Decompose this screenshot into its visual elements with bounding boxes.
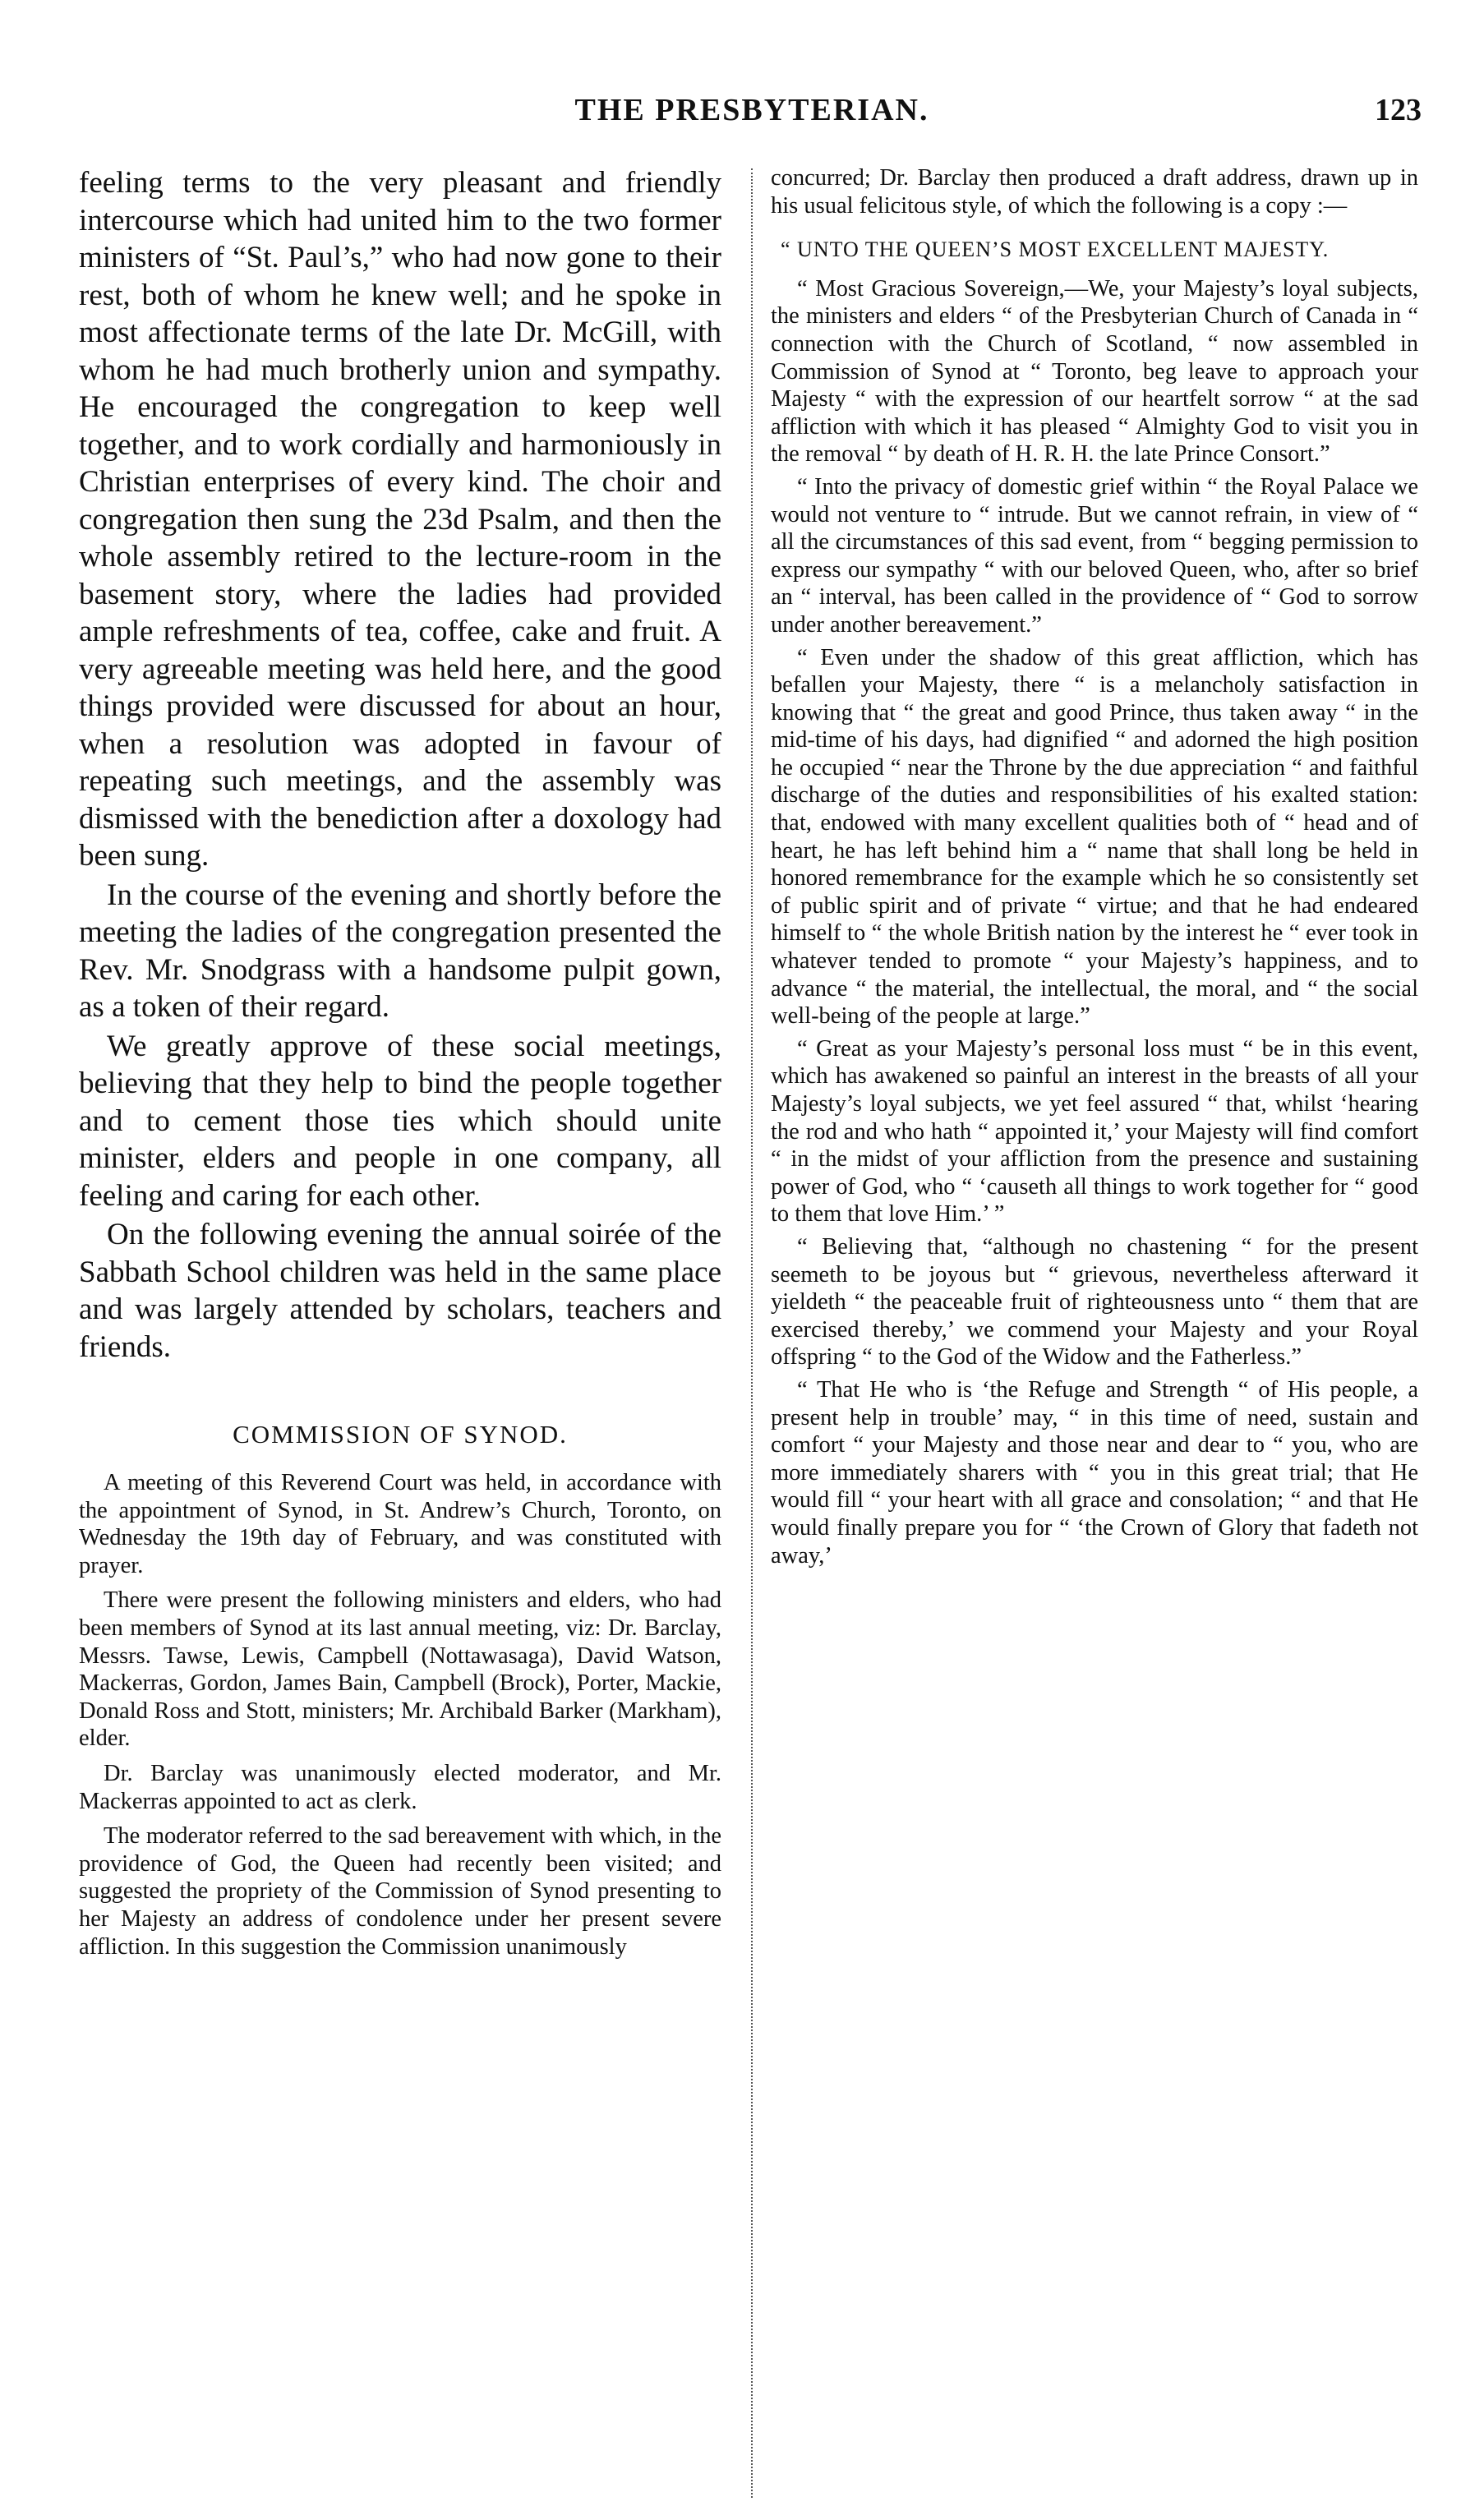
- column-divider: [751, 168, 753, 2498]
- address-paragraph: “ Most Gracious Sovereign,—We, your Majesty’s loyal subjects, the ministers and elders “ of the Presbyterian Church of Canada in “ connection with the Church of Scotland, “ now assembled in Commission of Synod at “ Toronto, beg leave to approach your Majesty “ with the expression of our heartfelt sorrow “ at the sad affliction with which it has pleased “ Almighty God to visit you in the removal “ by death of H. R. H. the late Prince Consort.”: [771, 275, 1418, 468]
- report-paragraph: concurred; Dr. Barclay then produced a draft address, drawn up in his usual felicitous style, of which the following is a copy :—: [771, 165, 1418, 219]
- address-paragraph: “ Great as your Majesty’s personal loss must “ be in this event, which has awakened so painful an interest in the breasts of all your Majesty’s loyal subjects, we yet feel assured “ that, whilst ‘hearing the rod and who hath “ appointed it,’ your Majesty will find comfort “ in the midst of your affliction from the presence and sustaining power of God, who “ ‘causeth all things to work together for “ good to them that love Him.’ ”: [771, 1035, 1418, 1228]
- running-header: [82, 92, 1422, 141]
- address-heading: “ UNTO THE QUEEN’S MOST EXCELLENT MAJESTY.: [781, 237, 1330, 262]
- article-paragraph: We greatly approve of these social meetings, believing that they help to bind the people together and to cement those ties which should unite minister, elders and people in one company, all feeling and caring for each other.: [79, 1029, 721, 1213]
- article-continuation: [79, 164, 721, 1366]
- article-paragraph: feeling terms to the very pleasant and friendly intercourse which had united him to the two former ministers of “St. Paul’s,” who had now gone to their rest, both of whom he knew well; and he spoke in most affectionate terms of the late Dr. McGill, with whom he had much brotherly union and sympathy. He encouraged the congregation to keep well together, and to work cordially and harmoniously in Christian enterprises of every kind. The choir and congregation then sung the 23d Psalm, and then the whole assembly retired to the lecture-room in the basement story, where the ladies had provided ample refreshments of tea, coffee, cake and fruit. A very agreeable meeting was held here, and the good things provided were discussed for about an hour, when a resolution was adopted in favour of repeating such meetings, and the assembly was dismissed with the benediction after a doxology had been sung.: [79, 166, 721, 873]
- article-paragraph: In the course of the evening and shortly before the meeting the ladies of the congregation presented the Rev. Mr. Snodgrass with a handsome pulpit gown, as a token of their regard.: [79, 878, 721, 1024]
- running-title: THE PRESBYTERIAN.: [574, 93, 929, 127]
- address-paragraph: “ Even under the shadow of this great affliction, which has befallen your Majesty, there “ is a melancholy satisfaction in knowing that “ the great and good Prince, thus taken away “ in the mid-time of his days, had dignified “ and adorned the high position he occupied “ near the Throne by the due appreciation “ and faithful discharge of the duties and responsibilities of his exalted station: that, endowed with many excellent qualities both of “ head and of heart, he has left behind him a “ name that shall long be held in honored remembrance for the example which he so consistently set of public spirit and of private “ virtue; and that he had endeared himself to “ the whole British nation by the interest he “ ever took in whatever tended to promote “ your Majesty’s happiness, and to advance “ the material, the intellectual, the moral, and “ the social well-being of the people at large.”: [771, 644, 1418, 1030]
- article-paragraph: On the following evening the annual soirée of the Sabbath School children was held in the same place and was largely attended by scholars, teachers and friends.: [79, 1218, 721, 1364]
- report-paragraph: A meeting of this Reverend Court was held, in accordance with the appointment of Synod, in St. Andrew’s Church, Toronto, on Wednesday the 19th day of February, and was constituted with prayer.: [79, 1470, 721, 1578]
- address-text: [771, 164, 1418, 1569]
- left-column: [79, 164, 721, 1960]
- section-heading: COMMISSION OF SYNOD.: [233, 1420, 568, 1449]
- report-paragraph: The moderator referred to the sad bereavement with which, in the providence of God, the Queen had recently been visited; and suggested the propriety of the Commission of Synod presenting to her Majesty an address of condolence under her present severe affliction. In this suggestion the Commission unanimously: [79, 1823, 721, 1960]
- address-paragraph: “ That He who is ‘the Refuge and Strength “ of His people, a present help in trouble’ may, “ in this time of need, sustain and comfort “ your Majesty and those near and dear to “ you, who are more immediately sharers with “ you in this great trial; that He would fill “ your heart with all grace and consolation; “ and that He would finally prepare you for “ ‘the Crown of Glory that fadeth not away,’: [771, 1376, 1418, 1569]
- address-paragraph: “ Believing that, “although no chastening “ for the present seemeth to be joyous but “ grievous, nevertheless afterward it yieldeth “ the peaceable fruit of righteousness unto “ them that are exercised thereby,’ we commend your Majesty and your Royal offspring “ to the God of the Widow and the Fatherless.”: [771, 1233, 1418, 1371]
- address-paragraph: “ Into the privacy of domestic grief within “ the Royal Palace we would not venture to “ intrude. But we cannot refrain, in view of “ all the circumstances of this sad event, from “ begging permission to express our sympathy “ with our beloved Queen, who, after so brief an “ interval, has been called in the providence of “ God to sorrow under another bereavement.”: [771, 473, 1418, 638]
- report-paragraph: There were present the following ministers and elders, who had been members of Synod at its last annual meeting, viz: Dr. Barclay, Messrs. Tawse, Lewis, Campbell (Nottawasaga), David Watson, Mackerras, Gordon, James Bain, Campbell (Brock), Porter, Mackie, Donald Ross and Stott, ministers; Mr. Archibald Barker (Markham), elder.: [79, 1587, 721, 1752]
- right-column: [771, 164, 1418, 1569]
- page-number: 123: [1375, 93, 1422, 127]
- commission-report: [79, 1469, 721, 1960]
- report-paragraph: Dr. Barclay was unanimously elected moderator, and Mr. Mackerras appointed to act as clerk.: [79, 1760, 721, 1814]
